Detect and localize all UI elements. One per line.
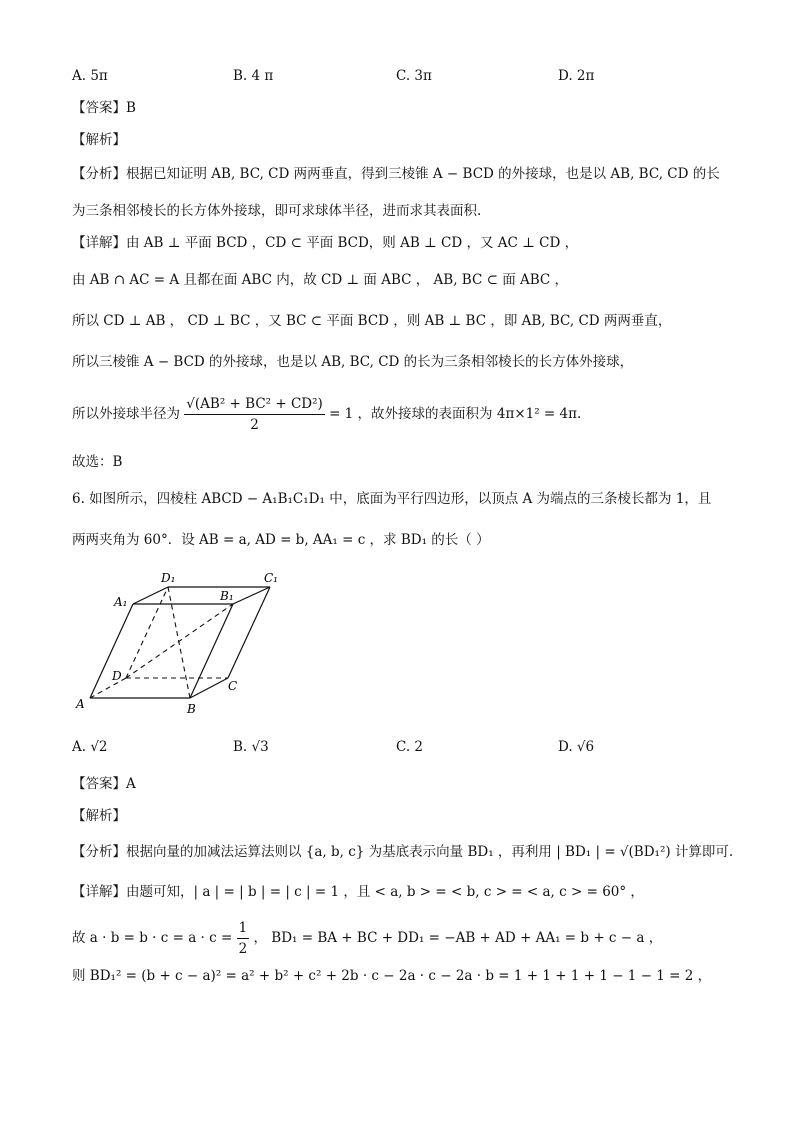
q6-xiangjie-line1: 【详解】由题可知，| a | = | b | = | c | = 1 ，且 < a, b > = < b, c > = < a, c > = 60° ， (72, 884, 644, 900)
q5-radius-formula (72, 394, 581, 435)
q5-option-c: C. 3π (396, 68, 432, 84)
label-A: A (76, 697, 85, 711)
q5-xiangjie-line2: 由 AB ∩ AC = A 且都在面 ABC 内，故 CD ⊥ 面 ABC ， AB, BC ⊂ 面 ABC ， (72, 272, 569, 288)
radius-suffix: = 1 ，故外接球的表面积为 4π×1² = 4π. (329, 406, 582, 422)
label-D1: D₁ (161, 571, 176, 585)
label-A1: A₁ (114, 595, 128, 609)
q5-xiangjie-line3: 所以 CD ⊥ AB ， CD ⊥ BC ，又 BC ⊂ 平面 BCD ，则 AB ⊥ BC ，即 AB, BC, CD 两两垂直， (72, 313, 672, 329)
q6-fenxi: 【分析】根据向量的加减法运算法则以 {a, b, c} 为基底表示向量 BD₁ ，再利用 | BD₁ | = √(BD₁²) 计算即可. (72, 844, 734, 860)
q6-answer: 【答案】A (72, 776, 136, 792)
label-D: D (112, 669, 122, 683)
radius-numerator: √(AB² + BC² + CD²) (184, 394, 324, 415)
q5-analysis-tag: 【解析】 (72, 132, 126, 148)
label-C1: C₁ (264, 571, 278, 585)
q5-option-b: B. 4 π (233, 68, 274, 84)
q5-choose: 故选：B (72, 454, 123, 470)
half-denominator: 2 (238, 941, 248, 957)
half-fraction (237, 918, 250, 959)
q5-answer: 【答案】B (72, 100, 136, 116)
vector-expansion: ， BD₁ = BA + BC + DD₁ = −AB + AD + AA₁ = b + c − a ， (253, 930, 663, 946)
prism-diagram (70, 570, 290, 720)
q5-xiangjie-line4: 所以三棱锥 A − BCD 的外接球，也是以 AB, BC, CD 的长为三条相邻棱长的长方体外接球， (72, 354, 634, 370)
label-B1: B₁ (220, 589, 234, 603)
radius-fraction (184, 394, 324, 435)
q6-option-b: B. √3 (233, 739, 269, 755)
q6-stem-line1: 6. 如图所示，四棱柱 ABCD − A₁B₁C₁D₁ 中，底面为平行四边形，以顶点 A 为端点的三条棱长都为 1，且 (72, 491, 712, 507)
radius-prefix: 所以外接球半径为 (72, 406, 180, 422)
q6-stem-line2: 两两夹角为 60°．设 AB = a, AD = b, AA₁ = c ，求 BD₁ 的长（ ） (72, 532, 490, 548)
q6-xiangjie-line3: 则 BD₁² = (b + c − a)² = a² + b² + c² + 2b · c − 2a · c − 2a · b = 1 + 1 + 1 + 1 − 1 − 1 = 2 ， (72, 968, 712, 984)
q5-xiangjie-line1: 【详解】由 AB ⊥ 平面 BCD ，CD ⊂ 平面 BCD，则 AB ⊥ CD ，又 AC ⊥ CD ， (72, 235, 579, 251)
q5-fenxi-line2: 为三条相邻棱长的长方体外接球，即可求球体半径，进而求其表面积. (72, 203, 482, 219)
q6-analysis-tag: 【解析】 (72, 808, 126, 824)
q5-option-d: D. 2π (558, 68, 595, 84)
q6-option-c: C. 2 (396, 739, 424, 755)
label-C: C (228, 679, 238, 693)
q6-option-a: A. √2 (72, 739, 108, 755)
half-numerator: 1 (237, 918, 250, 939)
dot-product-prefix: 故 a · b = b · c = a · c = (72, 930, 233, 946)
q5-option-a: A. 5π (72, 68, 108, 84)
q5-fenxi-line1: 【分析】根据已知证明 AB, BC, CD 两两垂直，得到三棱锥 A − BCD 的外接球，也是以 AB, BC, CD 的长 (72, 166, 720, 182)
q6-xiangjie-line2 (72, 918, 662, 959)
radius-denominator: 2 (250, 417, 259, 433)
label-B: B (187, 702, 196, 716)
q6-option-d: D. √6 (558, 739, 595, 755)
